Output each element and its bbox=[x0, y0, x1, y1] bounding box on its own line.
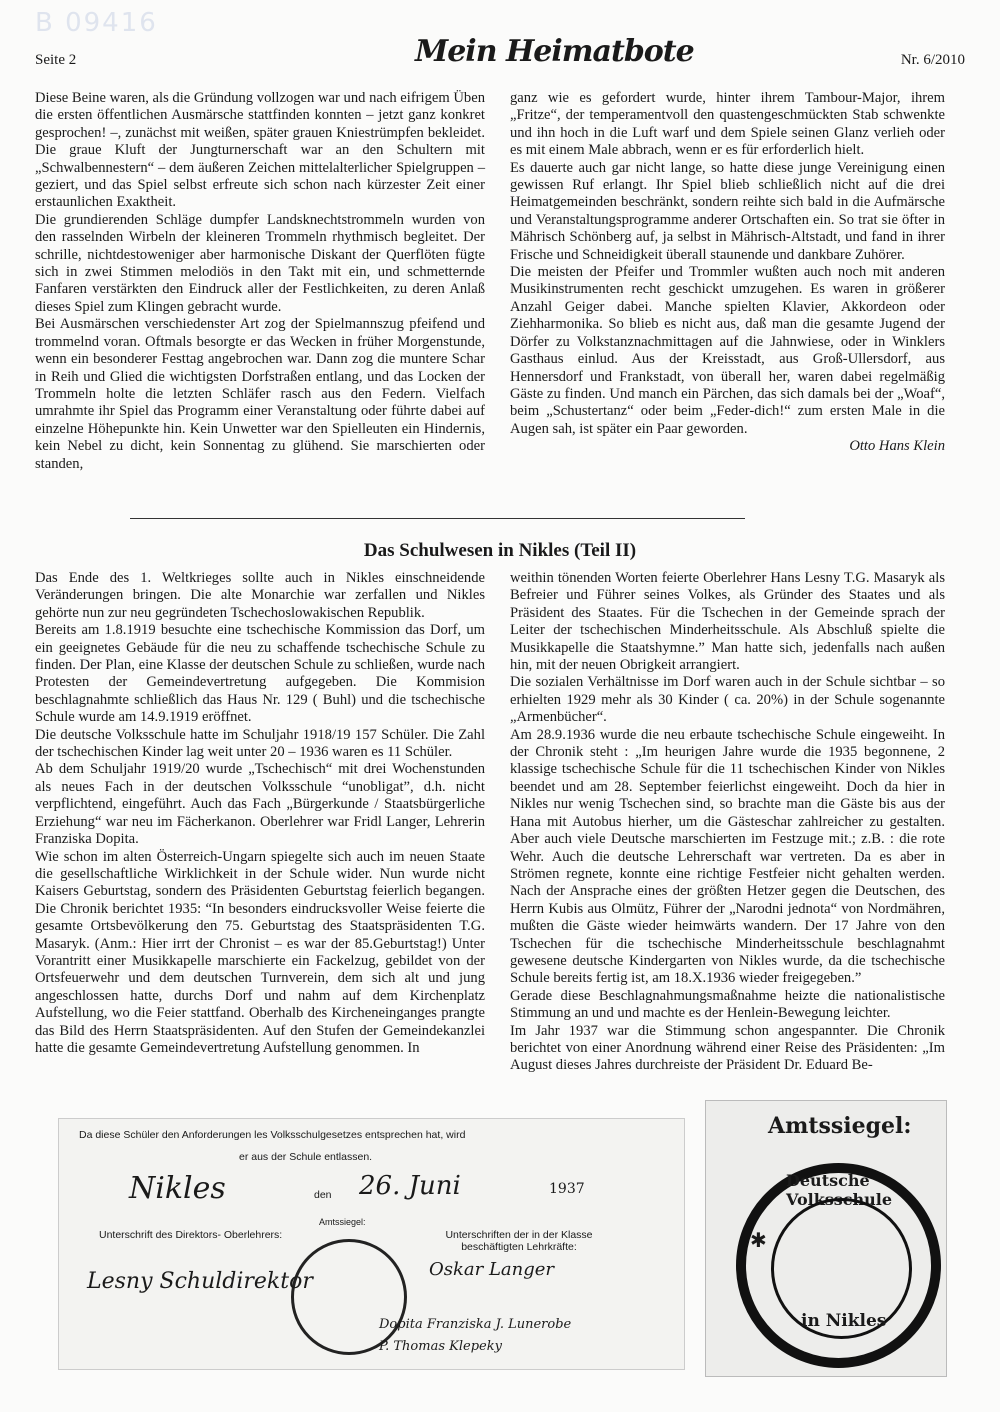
paragraph: Ab dem Schuljahr 1919/20 wurde „Tschechisch“ mit drei Wochenstunden als neues Fach in der deutschen Volksschule “unobligat”, d.h. nicht verpflichtend, eingeführt. Auch das Fach „Bürgerkunde / Staatsbürgerliche Erziehung“ war neu im Fächerkanon. Oberlehrer war Fridl Langer, Lehrerin Franziska Dopita. bbox=[35, 761, 485, 848]
masthead-logo: Mein Heimatbote bbox=[415, 34, 694, 69]
handwritten-signature: Oskar Langer bbox=[429, 1259, 555, 1280]
paragraph: Wie schon im alten Österreich-Ungarn spiegelte sich auch im neuen Staate die gesellschaftliche Wirklichkeit in der Schule wider. Nun wurde nicht Kaisers Geburtstag, sondern des Präsidenten Geburtstag feierlich begangen. Die Chronik berichtet 1935: “In besonders eindrucksvoller Weise feierte die gesamte Ortsbevölkerung den 75. Geburtstag des Staatspräsidenten T.G. Masaryk. (Anm.: Hier irrt der Chronist – es war der 85.Geburtstag!) Unter Vorantritt einer Musikkapelle marschierte ein Fackelzug, gebildet von der Ortsfeuerwehr und dem deutschen Turnverein, dem sich alt und jung angeschlossen hatte, durchs Dorf und nahm auf dem Kirchenplatz Aufstellung, wo die Feier stattfand. Oberhalb des Kircheneinganges prangte das Bild des Herrn Staatspräsidenten. Auf den Stufen der Gemeindekanzlei hatte die gesamte Gemeindevertretung Aufstellung genommen. In bbox=[35, 848, 485, 1056]
handwritten-signature: Dopita Franziska J. Lunerobe bbox=[379, 1317, 572, 1332]
paragraph: Die meisten der Pfeifer und Trommler wußten auch noch mit anderen Musikinstrumenten recht geschickt umzugehen. Es waren in größerer Anzahl Geiger dabei. Manche spielten Klavier, Akkordeon oder Ziehharmonika. So blieb es nicht aus, daß man die gesamte Jugend der Dörfer zu Volkstanznachmittagen auf die Jahnwiese, oder in Winklers Gasthaus einlud. Aus der Kreisstadt, aus Groß-Ullersdorf, aus Hennersdorf und Frankstadt, von überall her, waren dabei regelmäßig Gäste zu finden. Und manch ein Pärchen, das sich damals bei der „Woaf“, beim „Schustertanz“ oder beim „Feder-dich!“ zum ersten Male in die Augen sah, ist später ein Paar geworden. bbox=[510, 264, 945, 437]
certificate-text: er aus der Schule entlassen. bbox=[239, 1151, 373, 1163]
star-icon: ✱ bbox=[750, 1230, 767, 1252]
article1-right-column bbox=[510, 90, 945, 456]
paragraph: Die grundierenden Schläge dumpfer Landsknechtstrommeln wurden von den rasselnden Wirbeln der kleineren Trommeln rhythmisch begleitet. Der schrille, nichtdestoweniger aber harmonische Diskant der Querflöten fügte sich in zwei Stimmen melodiös in den Takt mit ein, und schmetternde Fanfaren verstärkten den Eindruck aller der Festlichkeiten, zu deren Anlaß dieses Spiel zum Klingen gebracht wurde. bbox=[35, 211, 485, 315]
author-signature: Otto Hans Klein bbox=[849, 438, 945, 455]
signature-label: Unterschriften der in der Klasse beschäftigten Lehrkräfte: bbox=[445, 1229, 593, 1253]
handwritten-signature: P. Thomas Klepeky bbox=[379, 1339, 502, 1354]
paragraph: Diese Beine waren, als die Gründung vollzogen war und nach eifrigem Üben die ersten öffentlichen Ausmärsche stattfinden konnten – jetzt ganz konkret gesprochen! –, zunächst mit weißen, später grauen Kniestrümpfen bekleidet. Die graue Kluft der Jungturnerschaft war an den Schultern mit „Schwalbennestern“ – dem äußeren Zeichen mittelalterlicher Spielgruppen – geziert, und das Spiel selbst erfreute sich schon nach kürzester Zeit einer erstaunlichen Exaktheit. bbox=[35, 90, 485, 211]
paragraph: Die deutsche Volksschule hatte im Schuljahr 1918/19 157 Schüler. Die Zahl der tschechischen Kinder lag weit unter 20 – 1936 waren es 11 Schüler. bbox=[35, 726, 485, 761]
certificate-image bbox=[58, 1118, 685, 1370]
paragraph: weithin tönenden Worten feierte Oberlehrer Hans Lesny T.G. Masaryk als Befreier und Führer seines Volkes, als Gründer des Staates und als Präsident des Staates. Für die Tschechen in der Gemeinde sprach der Leiter der tschechischen Minderheitsschule. Als Abschluß spielte die Musikkapelle die Staatshymne.” Man hatte sich, jedenfalls nach außen hin, mit der neuen Obrigkeit arrangiert. bbox=[510, 570, 945, 674]
page-header bbox=[35, 34, 965, 74]
paragraph: Am 28.9.1936 wurde die neu erbaute tschechische Schule eingeweiht. In der Chronik steht : „Im heurigen Jahre wurde die 1935 begonnene, 2 klassige tschechische Schule für die 11 tschechischen Kinder von Nikles beendet und am 28. September feierlichst eingeweiht. Doch da hier in Nikles nur wenig Tschechen sind, so brachte man die Gäste bis aus der Hana mit Autobus hierher, um die Gästeschar zahlreicher zu gestalten. Aber auch viele Deutsche marschierten im Festzuge mit.; z.B. : die rote Wehr. Auch die deutsche Lehrerschaft war vertreten. Da es aber in Strömen regnete, konnte eine richtige Festfeier nicht gehalten werden. Nach der Ansprache eines der größten Hetzer gegen die Deutschen, des Herrn Kubis aus Olmütz, Führer der „Narodni jednota“ von Nordmähren, mußten die Gäste wieder heimwärts wandern. Der 17 Jahre von den Tschechen für die tschechische Minderheitsschule beschlagnahmt gewesene deutsche Kindergarten von Nikles wurde, da die tschechische Schule bereits fertig ist, am 18.X.1936 wieder freigegeben.” bbox=[510, 726, 945, 987]
bleed-through-text: B 09416 bbox=[35, 8, 158, 38]
handwritten-date: 26. Juni bbox=[359, 1171, 461, 1201]
seal-label: Amtssiegel: bbox=[768, 1113, 912, 1139]
handwritten-signature: Lesny Schuldirektor bbox=[87, 1269, 313, 1294]
section-divider bbox=[130, 518, 745, 519]
article-title: Das Schulwesen in Nikles (Teil II) bbox=[363, 540, 637, 561]
seal-stamp bbox=[736, 1163, 941, 1368]
paragraph: Es dauerte auch gar nicht lange, so hatte diese junge Vereinigung einen gewissen Ruf erlangt. Ihr Spiel blieb schließlich nicht auf die drei Heimatgemeinden beschränkt, sondern reihte sich bald in die Aufmärsche und Veranstaltungsprogramme anderer Ortschaften ein. So trat sie öfter in Mährisch Schönberg auf, ja selbst in Mährisch-Altstadt, und fand in ihrer Frische und Schneidigkeit überall staunende und dankbare Zuhörer. bbox=[510, 159, 945, 263]
article2-right-column bbox=[510, 570, 945, 1075]
seal-label: Amtssiegel: bbox=[319, 1217, 366, 1227]
issue-number: Nr. 6/2010 bbox=[900, 52, 965, 68]
seal-stamp-small bbox=[291, 1239, 407, 1355]
certificate-year: 1937 bbox=[549, 1181, 585, 1197]
certificate-text: Da diese Schüler den Anforderungen les Volksschulgesetzes entsprechen hat, wird bbox=[79, 1129, 466, 1141]
seal-text: in Nikles bbox=[801, 1311, 887, 1331]
paragraph: ganz wie es gefordert wurde, hinter ihrem Tambour-Major, ihrem „Fritze“, der temperamentvoll den quastengeschmückten Stab schwenkte und ihn hoch in die Luft warf und dem Spiele seinen Glanz verlieh oder es mit einem Male abbrach, wenn er es für erforderlich hielt. bbox=[510, 90, 945, 159]
article2-left-column bbox=[35, 570, 485, 1057]
seal-text: Deutsche Volksschule bbox=[786, 1171, 893, 1209]
seal-closeup-image bbox=[705, 1100, 947, 1377]
paragraph: Das Ende des 1. Weltkrieges sollte auch in Nikles einschneidende Veränderungen bringen. Die alte Monarchie war zerfallen und Nikles gehörte nun zur neu gegründeten Tschechoslowakischen Republik. bbox=[35, 570, 485, 621]
page-number: Seite 2 bbox=[35, 52, 77, 68]
paragraph: Im Jahr 1937 war die Stimmung schon angespannter. Die Chronik berichtet von einer Anordnung während einer Reise des Präsidenten: „Im August dieses Jahres durchreiste der Präsident Dr. Eduard Be- bbox=[510, 1022, 945, 1074]
paragraph: Bereits am 1.8.1919 besuchte eine tschechische Kommission das Dorf, um ein geeignetes Gebäude für die neu zu schaffende tschechische Schule zu finden. Der Plan, eine Klasse der deutschen Schule zu schließen, wurde nach Protesten der Gemeindevertretung aufgegeben. Die Kommision beschlagnahmte schließlich das Haus Nr. 129 ( Buhl) und die tschechische Schule wurde am 14.9.1919 eröffnet. bbox=[35, 622, 485, 726]
paragraph: Bei Ausmärschen verschiedenster Art zog der Spielmannszug pfeifend und trommelnd voran. Oftmals besorgte er das Wecken in früher Morgenstunde, wenn ein besonderer Festtag angebrochen war. Dann zog die muntere Schar in Reih und Glied die wichtigsten Dorfstraßen entlang, und das Locken der Trommeln holte die letzten Schläfer rasch aus den Federn. Vielfach umrahmte ihr Spiel das Programm einer Veranstaltung oder führte dabei auf einzelne Höhepunkte hin. Kein Unwetter war den Spielleuten ein Hindernis, kein Nebel zu dicht, kein Sonnentag zu glühend. Sie marschierten oder standen, bbox=[35, 316, 485, 472]
handwritten-place: Nikles bbox=[129, 1171, 226, 1206]
signature-label: Unterschrift des Direktors- Oberlehrers: bbox=[99, 1229, 283, 1241]
paragraph: Die sozialen Verhältnisse im Dorf waren auch in der Schule sichtbar – so erhielten 1929 mehr als 30 Kinder ( ca. 20%) in der Schule sogenannte „Armenbücher“. bbox=[510, 674, 945, 726]
paragraph: Gerade diese Beschlagnahmungsmaßnahme heizte die nationalistische Stimmung an und und machte es der Henlein-Bewegung leichter. bbox=[510, 987, 945, 1022]
certificate-text: den bbox=[314, 1189, 332, 1201]
article1-left-column bbox=[35, 90, 485, 473]
